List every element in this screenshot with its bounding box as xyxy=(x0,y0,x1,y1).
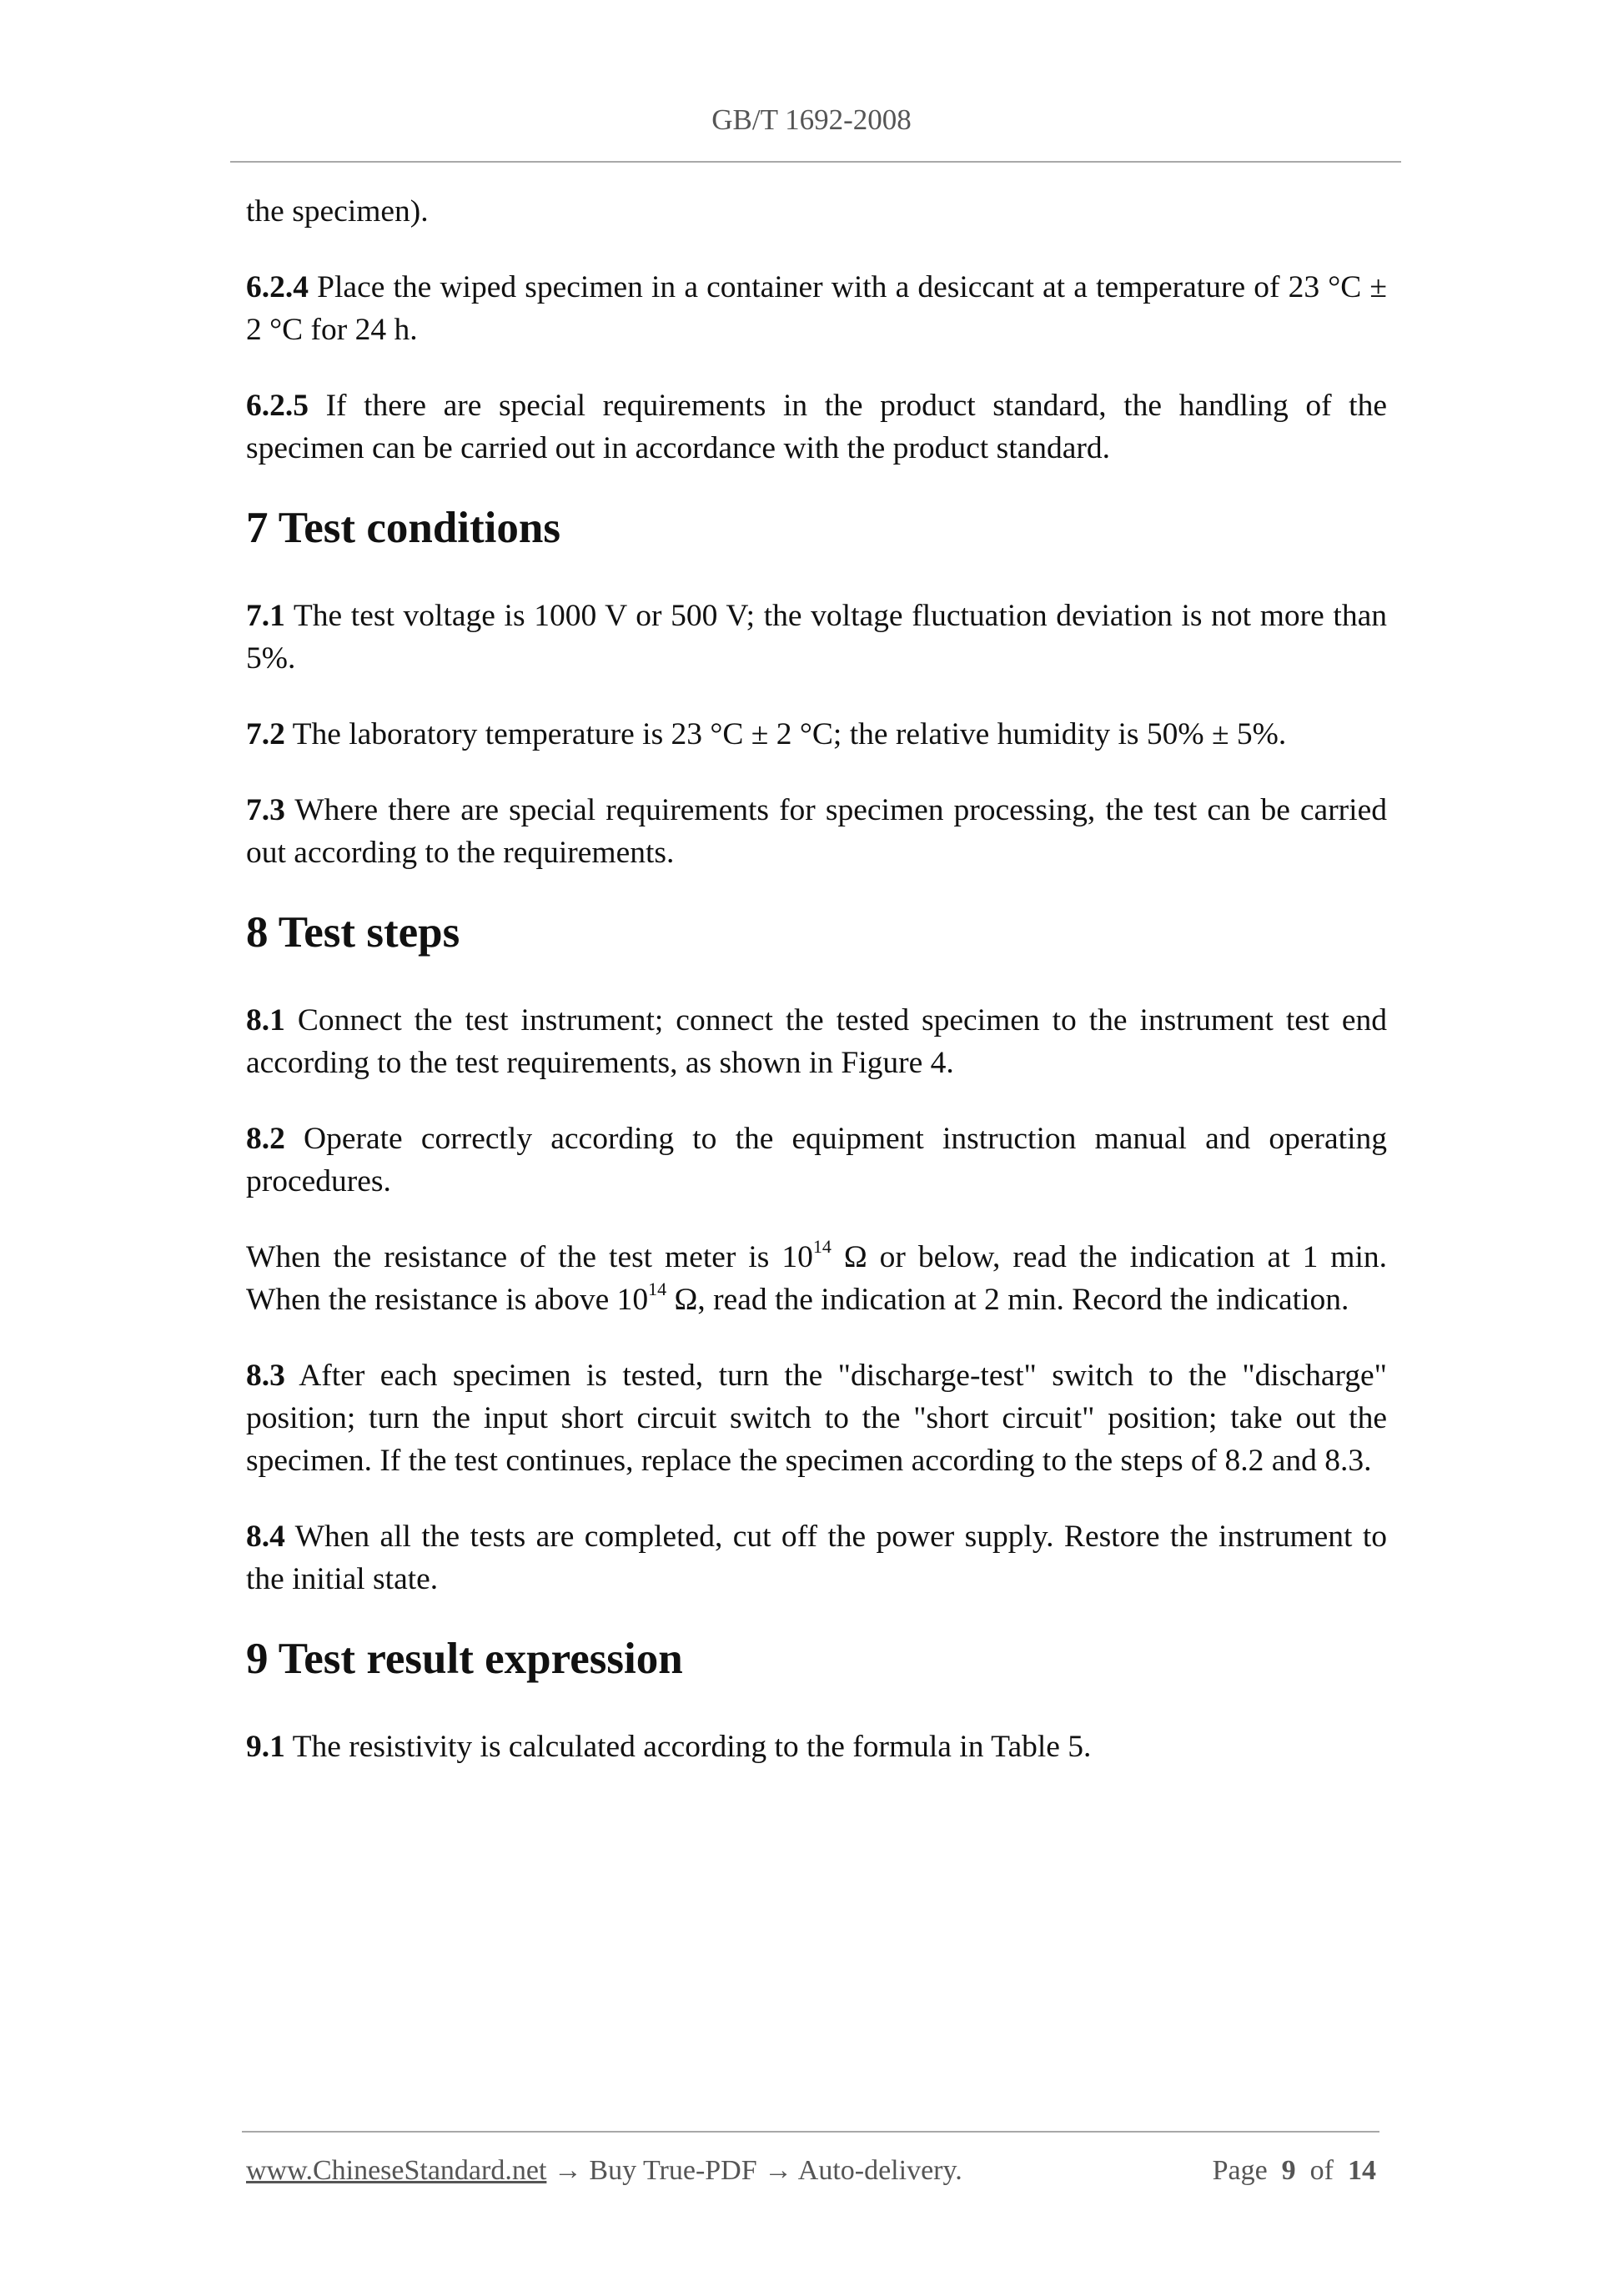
clause-number: 7.2 xyxy=(246,717,285,751)
clause-number: 7.1 xyxy=(246,599,285,633)
of-label: of xyxy=(1309,2155,1334,2186)
section-heading-8: 8 Test steps xyxy=(246,908,460,957)
clause-text: Operate correctly according to the equipment instruction manual and operating procedures. xyxy=(246,1122,1387,1198)
clause-text: When all the tests are completed, cut off the power supply. Restore the instrument to the initial state. xyxy=(246,1520,1387,1596)
clause-number: 8.3 xyxy=(246,1359,285,1393)
clause-8-2-reading-rule xyxy=(246,1236,1387,1321)
clause-number: 9.1 xyxy=(246,1730,285,1764)
section-heading-7: 7 Test conditions xyxy=(246,504,561,552)
page-indicator xyxy=(1213,2155,1376,2187)
clause-7-3 xyxy=(246,789,1387,874)
delivery-text: Auto-delivery. xyxy=(797,2155,962,2186)
page-label: Page xyxy=(1212,2155,1268,2186)
site-link[interactable]: www.ChineseStandard.net xyxy=(246,2155,547,2186)
clause-text: If there are special requirements in the product standard, the handling of the specimen can be carried out in accordance with the product standard. xyxy=(246,389,1387,465)
clause-8-2 xyxy=(246,1118,1387,1203)
clause-text: The test voltage is 1000 V or 500 V; the voltage fluctuation deviation is not more than 5%. xyxy=(246,599,1387,676)
text-segment: When the resistance of the test meter is 10 xyxy=(246,1240,813,1274)
arrow-icon: → xyxy=(546,2155,590,2186)
clause-8-1 xyxy=(246,999,1387,1084)
clause-number: 6.2.4 xyxy=(246,270,309,304)
arrow-icon: → xyxy=(756,2155,798,2186)
clause-text: Place the wiped specimen in a container with a desiccant at a temperature of 23 °C ± 2 °C for 24 h. xyxy=(246,270,1387,347)
section-heading-9: 9 Test result expression xyxy=(246,1635,683,1683)
clause-number: 8.1 xyxy=(246,1003,285,1037)
page-footer xyxy=(246,2155,1376,2187)
text-segment: Ω, read the indication at 2 min. Record the indication. xyxy=(666,1283,1349,1317)
clause-7-1 xyxy=(246,595,1387,680)
clause-text: After each specimen is tested, turn the "discharge-test" switch to the "discharge" position; turn the input short circuit switch to the "short circuit" position; take out the specimen. If the test continues, replace the specimen according to the steps of 8.2 and 8.3. xyxy=(246,1359,1387,1478)
clause-9-1 xyxy=(246,1726,1387,1768)
paragraph-continuation xyxy=(246,190,1387,233)
clause-text: Where there are special requirements for specimen processing, the test can be carried out according to the requirements. xyxy=(246,793,1387,870)
exponent: 14 xyxy=(812,1236,832,1257)
exponent: 14 xyxy=(648,1279,667,1299)
text-segment: Ω or below, read the indication at 1 min. When the resistance is above 10 xyxy=(246,1240,1387,1317)
clause-8-3 xyxy=(246,1354,1387,1482)
clause-text: Connect the test instrument; connect the tested specimen to the instrument test end according to the test requirements, as shown in Figure 4. xyxy=(246,1003,1387,1080)
clause-text: The laboratory temperature is 23 °C ± 2 °C; the relative humidity is 50% ± 5%. xyxy=(284,717,1287,751)
clause-8-4 xyxy=(246,1515,1387,1600)
paragraph-text: the specimen). xyxy=(246,194,429,229)
header-divider xyxy=(230,161,1401,163)
clause-number: 8.4 xyxy=(246,1520,285,1554)
buy-text: Buy True-PDF xyxy=(589,2155,757,2186)
clause-7-2 xyxy=(246,713,1387,756)
footer-promo xyxy=(246,2155,962,2187)
clause-number: 7.3 xyxy=(246,793,285,827)
document-body xyxy=(246,190,1387,1801)
clause-6-2-5 xyxy=(246,384,1387,470)
footer-divider xyxy=(242,2131,1379,2133)
page-total: 14 xyxy=(1348,2155,1376,2186)
clause-number: 6.2.5 xyxy=(246,389,309,423)
clause-text: The resistivity is calculated according to the formula in Table 5. xyxy=(284,1730,1092,1764)
document-header-title: GB/T 1692-2008 xyxy=(711,103,912,136)
clause-number: 8.2 xyxy=(246,1122,285,1156)
page-number: 9 xyxy=(1281,2155,1296,2186)
clause-6-2-4 xyxy=(246,266,1387,351)
